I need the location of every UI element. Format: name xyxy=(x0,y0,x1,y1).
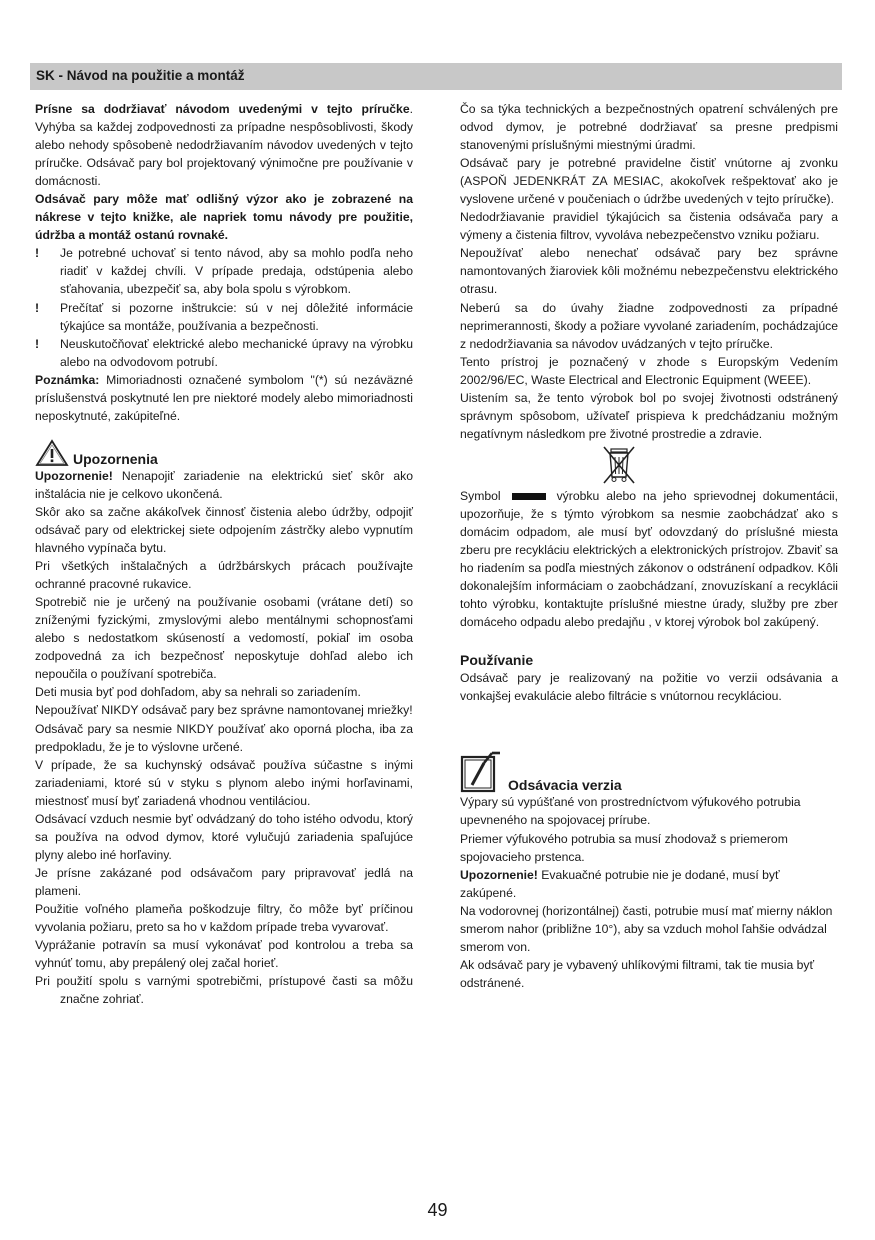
paragraph: Výpary sú vypúšťané von prostredníctvom výfukového potrubia upevneného na spojovacej prírube. xyxy=(460,795,801,828)
left-column xyxy=(35,100,413,1008)
black-bar-symbol xyxy=(512,493,546,500)
section-header xyxy=(30,63,842,90)
warnings-title: Upozornenia xyxy=(73,450,158,467)
paragraph: V prípade, že sa kuchynský odsávač používa súčastne s inými zariadeniami, ktoré sú v styku s plynom alebo inými horľavinami, miestnosť musí byť zariadená vhodnou ventiláciou. xyxy=(35,757,413,808)
warnings-heading xyxy=(35,435,413,467)
paragraph: Tento prístroj je poznačený v zhode s Europským Vedením 2002/96/EC, Waste Electrical and Electronic Equipment (WEEE). xyxy=(460,354,838,387)
paragraph: Skôr ako sa začne akákoľvek činnosť čistenia alebo údržby, odpojiť odsávač pary od elektrickej siete odpojením zástrčky alebo vypnutím hlavného vypínača bytu. xyxy=(35,504,413,556)
vent-warning: Upozornenie! Evakuačné potrubie nie je dodané, musí byť zakúpené. xyxy=(460,867,780,900)
paragraph: Odsávač pary je potrebné pravidelne čistiť vnútorne aj zvonku (ASPOŇ JEDENKRÁT ZA MESIAC, akokoľvek rešpektovať ako je vyslovene určené v poučeniach o údržbe uvedených v tejto príručke). xyxy=(460,156,838,207)
paragraph: Čo sa týka technických a bezpečnostných opatrení schválených pre odvod dymov, je potrebné dodržiavať sa presne predpismi stanovenými príslušnými miestnými úradmi. xyxy=(460,102,838,153)
bullet-item: ! Neuskutočňovať elektrické alebo mechanické úpravy na výrobku alebo na odvodovom potrubí. xyxy=(35,335,413,371)
appearance-note: Odsávač pary môže mať odlišný výzor ako je zobrazené na nákrese v tejto knižke, ale napriek tomu návody pre použitie, údržba a montáž ostanú rovnaké. xyxy=(35,192,413,243)
crossed-bin-icon xyxy=(601,445,637,485)
paragraph: Je prísne zakázané pod odsávačom pary pripravovať jedlá na plameni. xyxy=(35,865,413,898)
paragraph: Odsávací vzduch nesmie byť odvádzaný do toho istého odvodu, ktorý sa používa na odvod dymov, ktoré vylučujú zariadenia spaľujúce plyny alebo iné horľaviny. xyxy=(35,811,413,862)
paragraph: Vyprážanie potravín sa musí vykonávať pod kontrolou a treba sa vyhnúť tomu, aby prepálený olej začal horieť. xyxy=(35,938,413,971)
usage-text: Odsávač pary je realizovaný na požitie vo verzii odsávania a vonkajšej evakulácie alebo filtrácie s vnútornou recykláciou. xyxy=(460,671,838,704)
paragraph: Spotrebič nie je určený na používanie osobami (vrátane detí) so zníženými fyzickými, zmyslovými alebo mentálnymi schopnosťami alebo s nedostatkom skúseností a vedomostí, pokiaľ im osoba zodpovedná za ich bezpečnosť neposkytuje dohľad alebo ich nepoučila o používaní spotrebiča. xyxy=(35,595,413,682)
paragraph: Uistením sa, že tento výrobok bol po svojej životnosti odstránený správnym spôsobom, užívateľ prispieva k predchádzaniu možným negatívnym následkom pre životné prostredie a zdravie. xyxy=(460,390,838,441)
paragraph: Nepoužívať NIKDY odsávač pary bez správne namontovanej mriežky! xyxy=(35,703,413,718)
extraction-hood-icon xyxy=(460,749,506,793)
page-number: 49 xyxy=(427,1200,448,1220)
section-title: SK - Návod na použitie a montáž xyxy=(36,68,245,83)
bullet-item: ! Je potrebné uchovať si tento návod, aby sa mohlo podľa neho riadiť v každej chvíli. V prípade predaja, odstúpenia alebo sťahovania, ubezpečiť sa, aby bola spolu s výrobkom. xyxy=(35,244,413,298)
vent-title: Odsávacia verzia xyxy=(508,777,622,794)
exclamation-mark: ! xyxy=(35,336,40,351)
paragraph: Ak odsávač pary je vybavený uhlíkovými filtrami, tak tie musia byť odstránené. xyxy=(460,957,815,990)
paragraph: Nepoužívať alebo nenechať odsávač pary bez správne namontovaných žiaroviek kôli možnému nebezpečenstvu elektrického otrasu. xyxy=(460,246,838,297)
intro-paragraph: Prísne sa dodržiavať návodom uvedenými v tejto príručke. Vyhýba sa každej zodpovednosti za prípadne nespôsoblivosti, škody alebo nehody spôsobenè nedodržiavaním návodov uvedených v tejto príručke. Odsávač pary bol projektovaný výnimočne pre používanie v domácnosti. xyxy=(35,102,413,189)
paragraph: Odsávač pary sa nesmie NIKDY používať ako oporná plocha, iba za predpokladu, že je to výslovne určené. xyxy=(35,721,413,754)
paragraph: Neberú sa do úvahy žiadne zodpovednosti za prípadné neprimerannosti, škody a požiare vyvolané zariadením, pochádzajúce z nedodržiavania sa návodov uvádzaných v tejto príručke. xyxy=(460,300,838,351)
usage-title: Používanie xyxy=(460,652,534,669)
bullet-item: ! Prečítať si pozorne inštrukcie: sú v nej dôležité informácie týkajúce sa montáže, používania a bezpečnosti. xyxy=(35,299,413,335)
warning-paragraph: Upozornenie! Nenapojiť zariadenie na elektrickú sieť skôr ako inštalácia nie je celkovo ukončená. xyxy=(35,468,413,501)
symbol-paragraph: Symbol výrobku alebo na jeho sprievodnej dokumentácii, upozorňuje, že s týmto výrobkom sa nesmie zaobchádzať ako s domácim odpadom, ale musí byť odovzdaný do príslušné miesta zberu pre recykláciu elektrických a elektronických prístrojov. Zbaviť sa ho riadením sa podľa miestných zákonov o odstránení odpadkov. Kôli dokonalejším informáciam o zaobchádzaní, znovuzískaní a recyklácii tohto výrobku, kontaktujte príslušné miestne úrady, služby pre zber domáceho odpadu alebo predajňu , v ktorej výrobok bol zakúpený. xyxy=(460,488,838,630)
weee-symbol-area xyxy=(460,443,838,487)
exclamation-mark: ! xyxy=(35,300,40,315)
vent-heading xyxy=(460,741,838,793)
right-column xyxy=(460,100,838,992)
note-paragraph: Poznámka: Mimoriadnosti označené symbolom "(*) sú nezáväzné príslušenstvá poskytnuté len pre niektoré modely alebo mimoriadnosti neposkytnuté, zakúpiteľné. xyxy=(35,372,413,423)
warning-triangle-icon xyxy=(35,439,69,467)
paragraph: Priemer výfukového potrubia sa musí zhodovaž s priemerom spojovacieho prstenca. xyxy=(460,831,788,864)
paragraph: Pri všetkých inštalačných a údržbárskych prácach používajte ochranné pracovné rukavice. xyxy=(35,559,413,592)
paragraph: Pri použití spolu s varnými spotrebičmi, prístupové časti sa môžu značne zohriať. xyxy=(35,974,413,1007)
paragraph: Nedodržiavanie pravidiel týkajúcich sa čistenia odsávača pary a výmeny a čistenia filtrov, vyvoláva nebezpečenstvo vzniku požiaru. xyxy=(460,210,838,243)
exclamation-mark: ! xyxy=(35,246,40,261)
paragraph: Deti musia byť pod dohľadom, aby sa nehrali so zariadením. xyxy=(35,685,361,700)
paragraph: Na vodorovnej (horizontálnej) časti, potrubie musí mať mierny náklon smerom nahor (približne 10°), aby sa vzduch mohol ľahšie odvádzal smerom von. xyxy=(460,903,833,954)
paragraph: Použitie voľného plameňa poškodzuje filtry, čo môže byť príčinou vyvolania požiaru, preto sa ho v každom prípade treba vyvarovať. xyxy=(35,901,413,935)
